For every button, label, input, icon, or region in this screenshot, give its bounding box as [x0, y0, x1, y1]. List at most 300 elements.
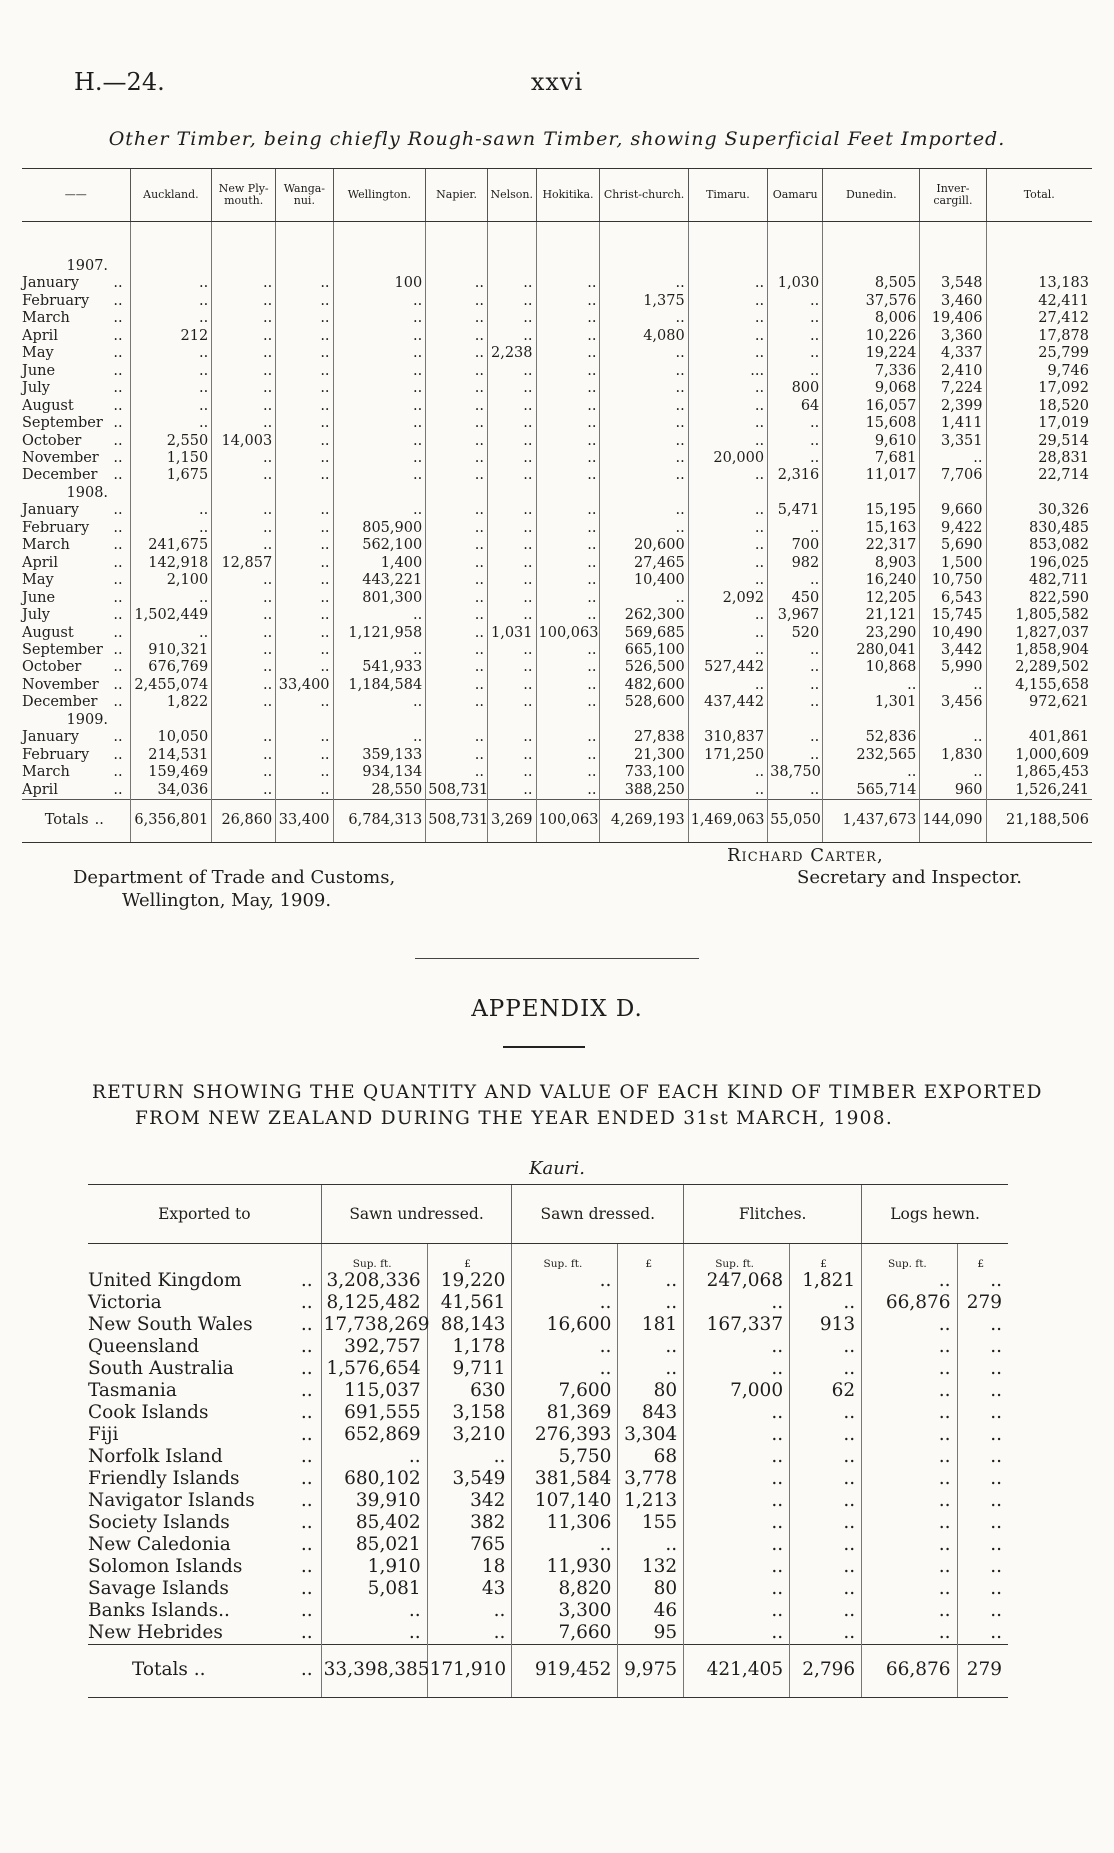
table-cell: 20,000 — [688, 450, 767, 467]
leader-dots: .. — [113, 746, 123, 763]
month-label — [22, 467, 130, 484]
table-cell: .. — [688, 398, 767, 415]
table-cell: .. — [512, 1358, 618, 1380]
table-cell: .. — [957, 1556, 1008, 1578]
table-cell: .. — [536, 345, 600, 362]
table-cell: 100,063 — [536, 625, 600, 642]
table-row — [88, 1600, 1008, 1622]
appendix-rule — [503, 1046, 585, 1048]
totals-cell: 1,469,063 — [688, 800, 767, 842]
destination-name: Victoria — [88, 1292, 162, 1313]
table-cell — [487, 485, 536, 502]
table-cell: 21,121 — [823, 607, 920, 624]
table-cell: 1,178 — [427, 1336, 512, 1358]
table-cell: .. — [487, 328, 536, 345]
table-cell: .. — [768, 729, 823, 746]
table-cell: .. — [684, 1402, 790, 1424]
table-cell: .. — [212, 467, 276, 484]
table-cell: 3,360 — [920, 328, 986, 345]
table-cell: 88,143 — [427, 1314, 512, 1336]
unit-label: £ — [790, 1244, 862, 1271]
table-cell: .. — [957, 1600, 1008, 1622]
table-cell: .. — [212, 642, 276, 659]
table-cell: .. — [957, 1512, 1008, 1534]
table-cell — [688, 222, 767, 276]
table-cell: 9,660 — [920, 502, 986, 519]
table-cell: .. — [600, 502, 688, 519]
table-cell: 527,442 — [688, 659, 767, 676]
table-cell: .. — [487, 555, 536, 572]
row-label: January — [22, 502, 79, 519]
table-cell — [986, 485, 1092, 502]
leader-dots: .. — [113, 415, 123, 432]
table-cell: .. — [487, 659, 536, 676]
table-cell: .. — [600, 380, 688, 397]
table-cell: 23,290 — [823, 625, 920, 642]
table-cell: .. — [862, 1578, 957, 1600]
table-cell: .. — [276, 625, 333, 642]
place-and-date: Wellington, May, 1909. — [122, 890, 332, 911]
table-cell: 280,041 — [823, 642, 920, 659]
table-cell: .. — [684, 1358, 790, 1380]
table-cell — [986, 222, 1092, 276]
table-cell: .. — [688, 380, 767, 397]
table-cell: .. — [130, 363, 212, 380]
month-label — [22, 502, 130, 519]
table-cell: .. — [426, 625, 488, 642]
header-invercargill: Inver-cargill. — [920, 169, 986, 222]
table-cell: 3,442 — [920, 642, 986, 659]
table-cell: .. — [512, 1534, 618, 1556]
table-cell: 29,514 — [986, 433, 1092, 450]
table-cell: .. — [768, 694, 823, 711]
table-cell: .. — [276, 590, 333, 607]
table-row — [22, 502, 1092, 519]
destination-name: Tasmania — [88, 1380, 177, 1401]
leader-dots: .. — [113, 432, 123, 449]
table-cell: .. — [862, 1600, 957, 1622]
table-cell: .. — [426, 415, 488, 432]
table-cell: 853,082 — [986, 537, 1092, 554]
table-cell: 630 — [427, 1380, 512, 1402]
row-label: June — [22, 589, 56, 606]
table-cell: .. — [862, 1622, 957, 1645]
table-cell: 6,543 — [920, 590, 986, 607]
table-cell: .. — [130, 398, 212, 415]
table-cell: 665,100 — [600, 642, 688, 659]
table-cell: .. — [688, 520, 767, 537]
table-cell: 12,857 — [212, 555, 276, 572]
table-row — [22, 398, 1092, 415]
table-cell: .. — [333, 380, 426, 397]
row-label: March — [22, 537, 70, 554]
table-cell: .. — [321, 1622, 427, 1645]
section-divider — [415, 958, 699, 959]
row-label: April — [22, 554, 58, 571]
leader-dots: .. — [113, 659, 123, 676]
table-cell: 159,469 — [130, 764, 212, 781]
table-cell: .. — [536, 659, 600, 676]
table-cell: 8,505 — [823, 275, 920, 292]
table-cell: .. — [487, 747, 536, 764]
table-cell: 8,903 — [823, 555, 920, 572]
table-cell: .. — [768, 450, 823, 467]
table-cell: .. — [333, 398, 426, 415]
destination-name: Navigator Islands — [88, 1490, 255, 1511]
table-cell: .. — [536, 380, 600, 397]
table-cell: .. — [487, 293, 536, 310]
table-cell: 520 — [768, 625, 823, 642]
table-cell: 437,442 — [688, 694, 767, 711]
header-sawn-undressed: Sawn undressed. — [321, 1185, 512, 1244]
table-cell: 3,548 — [920, 275, 986, 292]
table-cell: 1,502,449 — [130, 607, 212, 624]
table-cell: 1,821 — [790, 1270, 862, 1292]
table-cell — [600, 222, 688, 276]
table-cell: .. — [790, 1534, 862, 1556]
table-cell: 100 — [333, 275, 426, 292]
table-cell: .. — [768, 782, 823, 800]
month-label — [22, 275, 130, 292]
header-dunedin: Dunedin. — [823, 169, 920, 222]
leader-dots: .. — [113, 327, 123, 344]
table-cell: 39,910 — [321, 1490, 427, 1512]
table-row — [22, 607, 1092, 624]
table-cell — [212, 485, 276, 502]
table-cell: .. — [600, 467, 688, 484]
table-row — [22, 328, 1092, 345]
table-row — [88, 1512, 1008, 1534]
table-cell: .. — [426, 694, 488, 711]
table-cell: 392,757 — [321, 1336, 427, 1358]
table-cell: 18 — [427, 1556, 512, 1578]
destination-name: Banks Islands.. — [88, 1600, 230, 1621]
table-cell: .. — [862, 1380, 957, 1402]
table-cell: 11,306 — [512, 1512, 618, 1534]
table-cell: .. — [333, 729, 426, 746]
table-cell: .. — [600, 398, 688, 415]
table-cell: .. — [426, 607, 488, 624]
table-cell: .. — [790, 1512, 862, 1534]
table-cell: 1,121,958 — [333, 625, 426, 642]
row-label: May — [22, 572, 54, 589]
table-cell: .. — [862, 1270, 957, 1292]
table-row — [88, 1358, 1008, 1380]
table-cell: .. — [512, 1270, 618, 1292]
table-cell: .. — [276, 502, 333, 519]
table-cell: .. — [426, 398, 488, 415]
totals-cell: 4,269,193 — [600, 800, 688, 842]
table-cell — [276, 222, 333, 276]
table-cell — [768, 712, 823, 729]
table-cell — [920, 485, 986, 502]
table-cell: .. — [487, 729, 536, 746]
table-cell: 2,100 — [130, 572, 212, 589]
table-cell: 10,050 — [130, 729, 212, 746]
table-cell: 9,422 — [920, 520, 986, 537]
table-cell: 181 — [618, 1314, 684, 1336]
timber-imports-table — [22, 168, 1092, 843]
table-cell: .. — [276, 729, 333, 746]
leader-dots: .. — [113, 676, 123, 693]
table-cell: .. — [688, 677, 767, 694]
leader-dots: .. — [113, 449, 123, 466]
leader-dots: .. — [113, 537, 123, 554]
totals-cell: 919,452 — [512, 1645, 618, 1698]
table-cell — [823, 222, 920, 276]
table-row — [22, 625, 1092, 642]
table-cell: 15,608 — [823, 415, 920, 432]
table-cell: 934,134 — [333, 764, 426, 781]
table-cell: 27,412 — [986, 310, 1092, 327]
table-cell: .. — [862, 1314, 957, 1336]
table-cell: 972,621 — [986, 694, 1092, 711]
table-row — [88, 1468, 1008, 1490]
table-cell: .. — [688, 502, 767, 519]
table-cell: 81,369 — [512, 1402, 618, 1424]
table-cell: .. — [790, 1622, 862, 1645]
leader-dots: .. — [113, 310, 123, 327]
table-cell: .. — [536, 433, 600, 450]
table-cell: 9,068 — [823, 380, 920, 397]
table-cell: .. — [536, 520, 600, 537]
table-row — [22, 363, 1092, 380]
table-cell: 1,865,453 — [986, 764, 1092, 781]
table-cell: .. — [790, 1490, 862, 1512]
table-cell: .. — [618, 1534, 684, 1556]
table-cell: 13,183 — [986, 275, 1092, 292]
table-cell: .. — [957, 1424, 1008, 1446]
table-cell: .. — [487, 694, 536, 711]
header-timaru: Timaru. — [688, 169, 767, 222]
table-cell: 359,133 — [333, 747, 426, 764]
table-cell: 4,155,658 — [986, 677, 1092, 694]
table-cell: .. — [212, 363, 276, 380]
year-row — [22, 222, 1092, 276]
table-cell — [600, 485, 688, 502]
table-cell: 9,711 — [427, 1358, 512, 1380]
table-cell: ... — [688, 363, 767, 380]
table-row — [88, 1534, 1008, 1556]
table-cell: .. — [333, 642, 426, 659]
destination-name: New South Wales — [88, 1314, 253, 1335]
destination-name: South Australia — [88, 1358, 234, 1379]
table-cell: .. — [333, 293, 426, 310]
table-cell — [536, 712, 600, 729]
table-cell: 1,031 — [487, 625, 536, 642]
table-cell: .. — [688, 345, 767, 362]
row-label: February — [22, 519, 90, 536]
table-cell — [212, 712, 276, 729]
table-cell: .. — [768, 415, 823, 432]
leader-dots: .. — [300, 1468, 313, 1489]
table-cell — [688, 485, 767, 502]
table-cell: 508,731 — [426, 782, 488, 800]
table-cell: .. — [276, 572, 333, 589]
leader-dots: .. — [113, 292, 123, 309]
table-cell: 42,411 — [986, 293, 1092, 310]
table-cell: .. — [321, 1446, 427, 1468]
table-cell: .. — [862, 1556, 957, 1578]
table-cell — [130, 712, 212, 729]
table-cell: .. — [276, 398, 333, 415]
table-cell: .. — [333, 450, 426, 467]
table-row — [88, 1446, 1008, 1468]
table-cell: 18,520 — [986, 398, 1092, 415]
table-cell: .. — [957, 1468, 1008, 1490]
table-cell: .. — [684, 1424, 790, 1446]
table-row — [22, 747, 1092, 764]
table-cell: 115,037 — [321, 1380, 427, 1402]
table-cell: .. — [957, 1490, 1008, 1512]
table-cell: .. — [427, 1600, 512, 1622]
department-name: Department of Trade and Customs, — [73, 867, 396, 888]
table-row — [22, 275, 1092, 292]
table-cell — [276, 485, 333, 502]
table-cell: .. — [768, 345, 823, 362]
table-cell: 2,399 — [920, 398, 986, 415]
totals-cell: 279 — [957, 1645, 1008, 1698]
table-cell: 4,337 — [920, 345, 986, 362]
table-cell: .. — [426, 467, 488, 484]
table-cell: .. — [212, 310, 276, 327]
table-cell — [426, 712, 488, 729]
table-cell: .. — [957, 1578, 1008, 1600]
table-row — [88, 1578, 1008, 1600]
table-cell: .. — [688, 415, 767, 432]
row-label: March — [22, 764, 70, 781]
table-cell: .. — [426, 310, 488, 327]
table-cell: 10,400 — [600, 572, 688, 589]
table-row — [22, 677, 1092, 694]
table-cell: .. — [487, 607, 536, 624]
table-cell: 52,836 — [823, 729, 920, 746]
table-cell: 1,030 — [768, 275, 823, 292]
table-row — [88, 1402, 1008, 1424]
table-cell: .. — [768, 310, 823, 327]
table-cell: .. — [426, 747, 488, 764]
table-cell: 1,184,584 — [333, 677, 426, 694]
table-cell: .. — [333, 607, 426, 624]
row-label: February — [22, 746, 90, 763]
table-cell: .. — [212, 502, 276, 519]
table-cell: .. — [536, 764, 600, 781]
row-label: May — [22, 345, 54, 362]
table-cell: 3,158 — [427, 1402, 512, 1424]
table-cell: .. — [426, 380, 488, 397]
table-cell: .. — [957, 1270, 1008, 1292]
table-cell: 1,910 — [321, 1556, 427, 1578]
table-cell: .. — [600, 415, 688, 432]
table-cell: .. — [536, 537, 600, 554]
table-cell — [333, 712, 426, 729]
table-cell: 10,226 — [823, 328, 920, 345]
table-cell: .. — [957, 1446, 1008, 1468]
table-row — [22, 590, 1092, 607]
kauri-subtitle: Kauri. — [529, 1158, 585, 1179]
table-cell: .. — [768, 328, 823, 345]
table-cell: 2,410 — [920, 363, 986, 380]
table-cell: 85,021 — [321, 1534, 427, 1556]
table-cell: .. — [487, 502, 536, 519]
table-cell: 17,092 — [986, 380, 1092, 397]
table-cell: 276,393 — [512, 1424, 618, 1446]
table-cell: .. — [684, 1600, 790, 1622]
table-cell: .. — [768, 293, 823, 310]
table-cell — [333, 485, 426, 502]
leader-dots: .. — [300, 1578, 313, 1599]
table-cell: .. — [487, 363, 536, 380]
table-cell: .. — [426, 328, 488, 345]
header-month: —— — [22, 169, 130, 222]
table-row — [88, 1424, 1008, 1446]
table-cell: 3,351 — [920, 433, 986, 450]
table-cell: .. — [276, 450, 333, 467]
row-label: August — [22, 397, 74, 414]
leader-dots: .. — [300, 1336, 313, 1357]
totals-cell: 508,731 — [426, 800, 488, 842]
row-label: October — [22, 432, 82, 449]
table-cell: .. — [920, 677, 986, 694]
table-cell: 1,213 — [618, 1490, 684, 1512]
table-cell — [487, 712, 536, 729]
table-cell: 196,025 — [986, 555, 1092, 572]
table-cell: .. — [768, 433, 823, 450]
totals-cell: 171,910 — [427, 1645, 512, 1698]
table-cell: .. — [426, 275, 488, 292]
table-cell: .. — [487, 450, 536, 467]
table-cell: .. — [957, 1358, 1008, 1380]
table-cell: 5,081 — [321, 1578, 427, 1600]
unit-label: £ — [957, 1244, 1008, 1271]
table-cell: 1,500 — [920, 555, 986, 572]
totals-text: Totals — [44, 812, 89, 829]
kauri-exports-table — [88, 1184, 1008, 1698]
destination-name: New Hebrides — [88, 1622, 223, 1643]
table-cell: .. — [768, 747, 823, 764]
table-cell: .. — [276, 520, 333, 537]
table-cell: .. — [212, 764, 276, 781]
table-cell: 7,000 — [684, 1380, 790, 1402]
unit-label: Sup. ft. — [862, 1244, 957, 1271]
table-cell: .. — [427, 1446, 512, 1468]
table-cell: .. — [790, 1556, 862, 1578]
table-cell: 27,838 — [600, 729, 688, 746]
table-cell: 1,375 — [600, 293, 688, 310]
table-cell: .. — [688, 555, 767, 572]
return-heading: RETURN SHOWING THE QUANTITY AND VALUE OF EACH KIND OF TIMBER EXPORTED FROM NEW ZEALAND DURING THE YEAR ENDED 31st MARCH, 1908. — [92, 1082, 1043, 1129]
table-cell: .. — [536, 572, 600, 589]
table-cell: .. — [487, 537, 536, 554]
table-cell: 22,714 — [986, 467, 1092, 484]
table-cell — [768, 485, 823, 502]
table-cell: .. — [920, 729, 986, 746]
table-cell: 5,690 — [920, 537, 986, 554]
table-cell: .. — [276, 433, 333, 450]
table-cell: 3,778 — [618, 1468, 684, 1490]
row-label: January — [22, 729, 79, 746]
table-cell: .. — [920, 764, 986, 781]
row-label: 1907. — [66, 258, 109, 274]
table-cell: .. — [426, 555, 488, 572]
table-cell: 4,080 — [600, 328, 688, 345]
table-row — [88, 1292, 1008, 1314]
table-cell: 843 — [618, 1402, 684, 1424]
totals-cell: 21,188,506 — [986, 800, 1092, 842]
table-cell: .. — [536, 328, 600, 345]
totals-cell: 9,975 — [618, 1645, 684, 1698]
table-cell: 342 — [427, 1490, 512, 1512]
